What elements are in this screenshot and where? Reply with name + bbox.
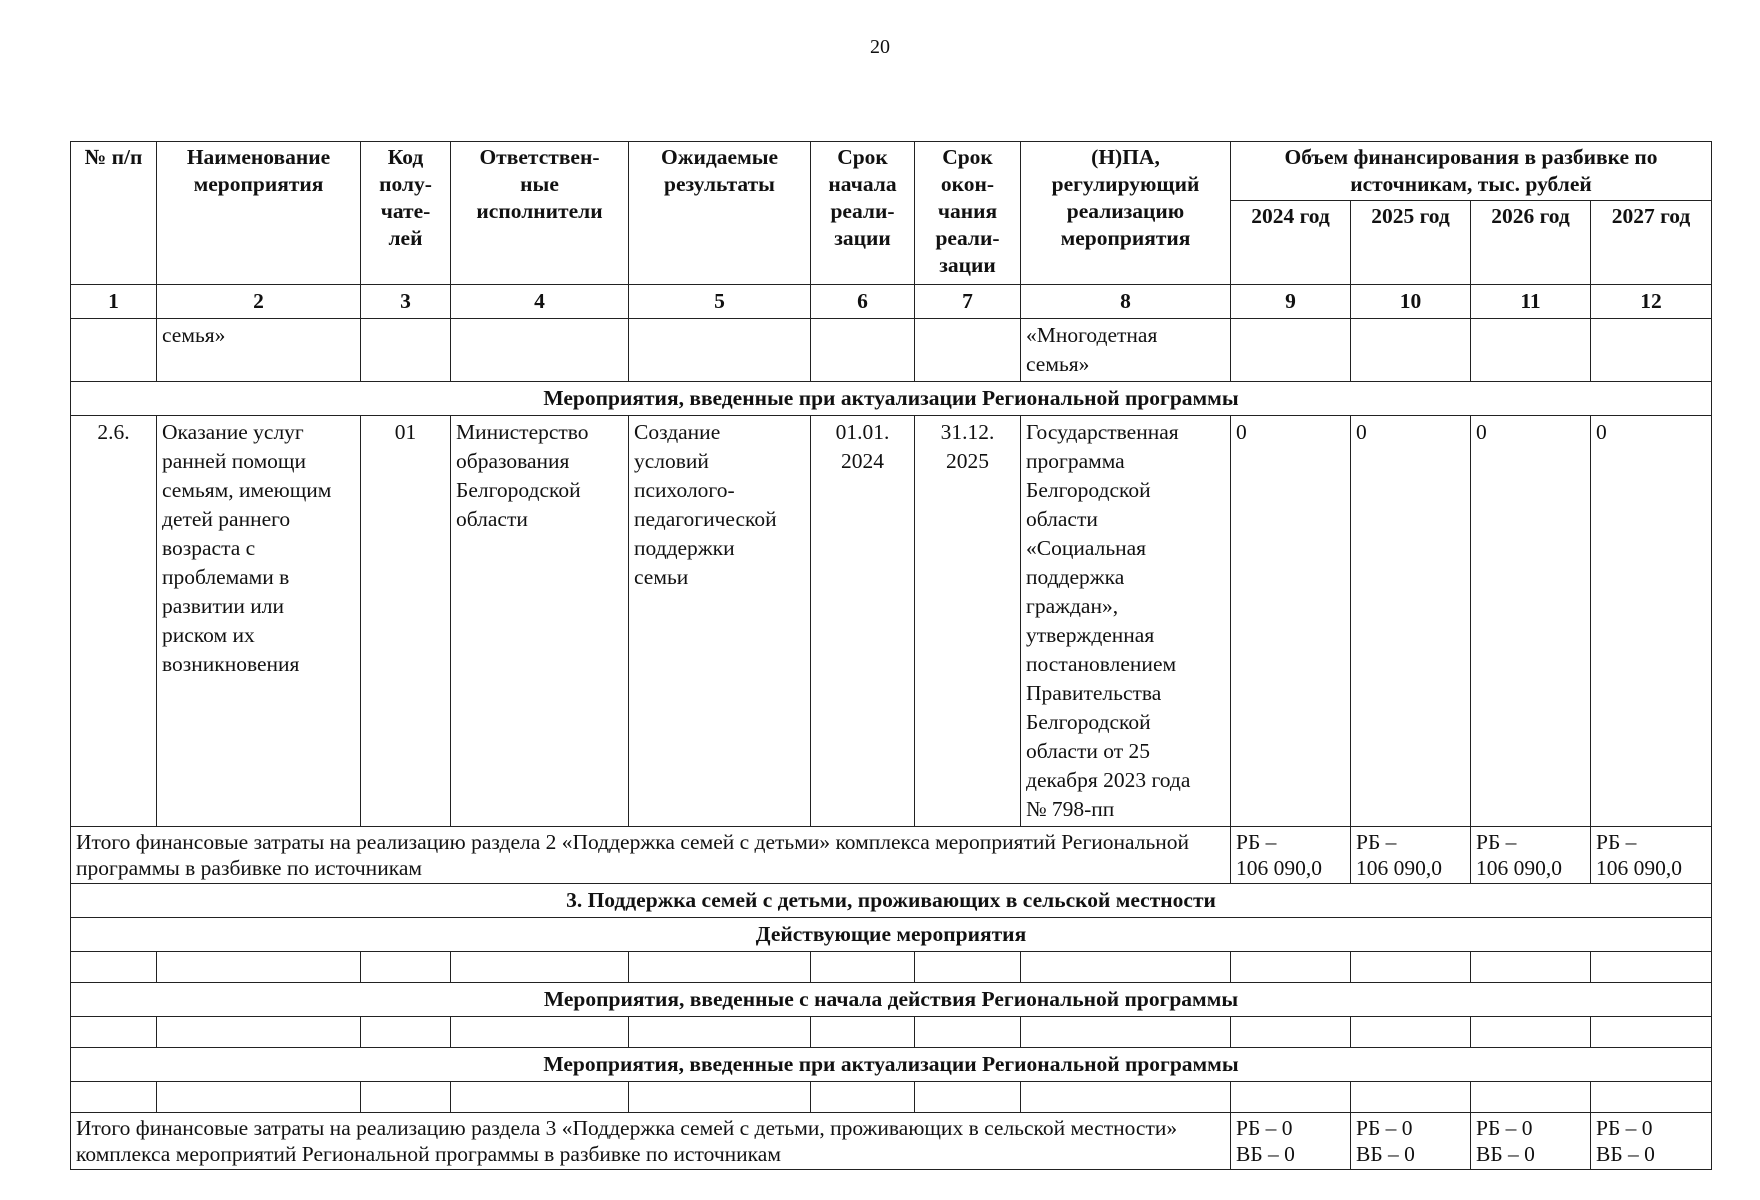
section-row: [71, 382, 1712, 416]
col-number: 2: [157, 285, 361, 319]
executor: Министерство образования Белгородской области: [451, 416, 629, 827]
col-number: 6: [811, 285, 915, 319]
col-number: 9: [1231, 285, 1351, 319]
col-number: 12: [1591, 285, 1712, 319]
funding-2026: 0: [1471, 416, 1591, 827]
header-end: Срок окон- чания реали- зации: [915, 142, 1021, 285]
section-row: [71, 918, 1712, 952]
section-heading: Мероприятия, введенные при актуализации Региональной программы: [71, 1048, 1712, 1082]
total-label: Итого финансовые затраты на реализацию раздела 2 «Поддержка семей с детьми» комплекса мероприятий Региональной программы в разбивке по источникам: [71, 827, 1231, 884]
continuation-name: семья»: [157, 319, 361, 382]
header-executors: Ответствен- ные исполнители: [451, 142, 629, 285]
empty-row: [71, 1017, 1712, 1048]
continuation-npa: «Многодетная семья»: [1021, 319, 1231, 382]
section-row: [71, 884, 1712, 918]
total-2026: РБ – 106 090,0: [1471, 827, 1591, 884]
col-number: 10: [1351, 285, 1471, 319]
section-heading: Мероприятия, введенные с начала действия Региональной программы: [71, 983, 1712, 1017]
header-year-2025: 2025 год: [1351, 201, 1471, 285]
col-number: 1: [71, 285, 157, 319]
total-2025: РБ – 106 090,0: [1351, 827, 1471, 884]
header-results: Ожидаемые результаты: [629, 142, 811, 285]
header-funding: Объем финансирования в разбивке по источникам, тыс. рублей: [1231, 142, 1712, 201]
section-title: 3. Поддержка семей с детьми, проживающих в сельской местности: [71, 884, 1712, 918]
col-number: 5: [629, 285, 811, 319]
section-row: [71, 983, 1712, 1017]
col-number: 3: [361, 285, 451, 319]
col-number: 8: [1021, 285, 1231, 319]
end-date: 31.12. 2025: [915, 416, 1021, 827]
empty-row: [71, 952, 1712, 983]
page-number: 20: [870, 36, 890, 58]
col-number: 4: [451, 285, 629, 319]
funding-2024: 0: [1231, 416, 1351, 827]
total-2024: РБ – 0 ВБ – 0: [1231, 1113, 1351, 1170]
total-2026: РБ – 0 ВБ – 0: [1471, 1113, 1591, 1170]
header-name: Наименование мероприятия: [157, 142, 361, 285]
funding-2025: 0: [1351, 416, 1471, 827]
total-row-section-3: [71, 1113, 1712, 1170]
total-row-section-2: [71, 827, 1712, 884]
section-heading: Мероприятия, введенные при актуализации Региональной программы: [71, 382, 1712, 416]
column-number-row: [71, 285, 1712, 319]
total-2027: РБ – 106 090,0: [1591, 827, 1712, 884]
total-2027: РБ – 0 ВБ – 0: [1591, 1113, 1712, 1170]
recipient-code: 01: [361, 416, 451, 827]
legal-act: Государственная программа Белгородской области «Социальная поддержка граждан», утвержденная постановлением Правительства Белгородской области от 25 декабря 2023 года № 798-пп: [1021, 416, 1231, 827]
total-2025: РБ – 0 ВБ – 0: [1351, 1113, 1471, 1170]
header-code: Код полу- чате- лей: [361, 142, 451, 285]
row-number: 2.6.: [71, 416, 157, 827]
header-npa: (Н)ПА, регулирующий реализацию мероприятия: [1021, 142, 1231, 285]
total-2024: РБ – 106 090,0: [1231, 827, 1351, 884]
table-row: [71, 416, 1712, 827]
start-date: 01.01. 2024: [811, 416, 915, 827]
measure-name: Оказание услуг ранней помощи семьям, имеющим детей раннего возраста с проблемами в развитии или риском их возникновения: [157, 416, 361, 827]
section-row: [71, 1048, 1712, 1082]
header-start: Срок начала реали- зации: [811, 142, 915, 285]
col-number: 7: [915, 285, 1021, 319]
header-year-2024: 2024 год: [1231, 201, 1351, 285]
expected-result: Создание условий психолого- педагогической поддержки семьи: [629, 416, 811, 827]
total-label: Итого финансовые затраты на реализацию раздела 3 «Поддержка семей с детьми, проживающих в сельской местности» комплекса мероприятий Региональной программы в разбивке по источникам: [71, 1113, 1231, 1170]
empty-row: [71, 1082, 1712, 1113]
section-heading: Действующие мероприятия: [71, 918, 1712, 952]
measures-table: [70, 141, 1712, 1170]
continuation-row: [71, 319, 1712, 382]
funding-2027: 0: [1591, 416, 1712, 827]
header-year-2026: 2026 год: [1471, 201, 1591, 285]
header-num: № п/п: [71, 142, 157, 285]
col-number: 11: [1471, 285, 1591, 319]
header-year-2027: 2027 год: [1591, 201, 1712, 285]
